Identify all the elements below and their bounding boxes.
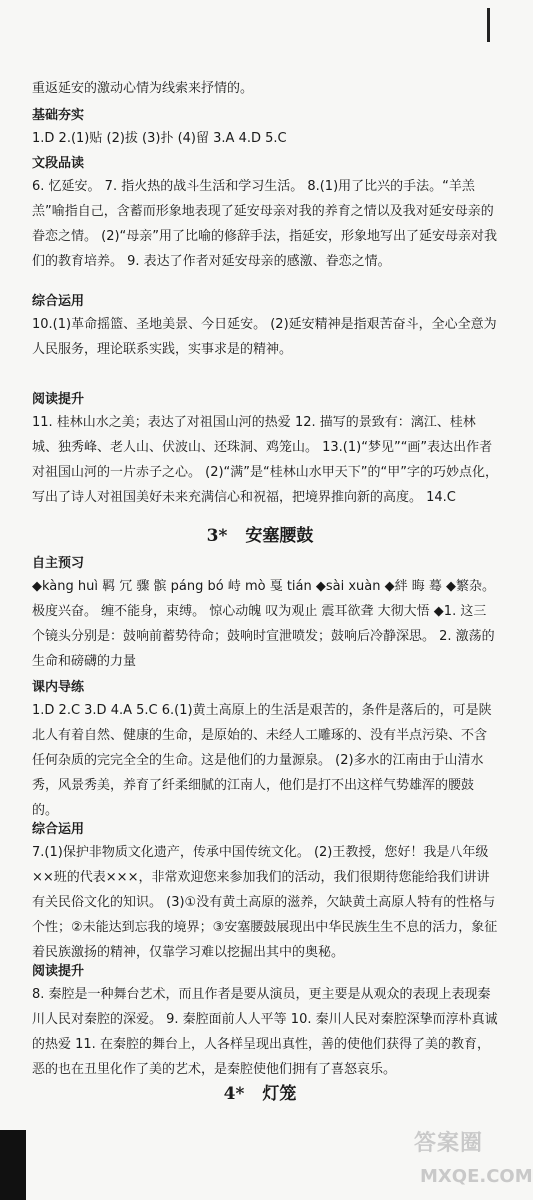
answers-zonghe: 10.(1)革命摇篮、圣地美景、今日延安。 (2)延安精神是指艰苦奋斗，全心全意为人民服务，理论联系实践，实事求是的精神。 — [32, 317, 497, 357]
section-heading-zonghe: 综合运用 — [32, 294, 85, 309]
answers-yuxi-3: ◆kàng huì 羁 冗 骤 髌 páng bó 峙 mò 戛 tián ◆sài xuàn ◆絆 晦 蓦 ◆繁杂。 极度兴奋。 缠不能身，束缚。 惊心动魄 叹为观止 震耳欲聋 大彻大悟 ◆1. 这三个镜头分别是：鼓响前蓄势待命；鼓响时宣泄喷发；鼓响后冷静深思。 2. 激荡的生命和磅礴的力量 — [32, 579, 496, 669]
intro-line: 重返延安的激动心情为线索来抒情的。 — [32, 81, 254, 96]
answers-yuedu-3: 8. 秦腔是一种舞台艺术，而且作者是要从演员，更主要是从观众的表现上表现秦川人民对秦腔的深爱。 9. 秦腔面前人人平等 10. 秦川人民对秦腔深挚而淳朴真诚的热爱 11. 在秦腔的舞台上，人各样呈现出真性，善的使他们获得了美的教育，恶的也在丑里化作了美的艺术，是秦腔使他们拥有了喜怒哀乐。 — [32, 987, 498, 1077]
section-heading-jichu: 基础夯实 — [32, 108, 85, 123]
binding-edge — [0, 1130, 26, 1200]
lesson-name-3: 安塞腰鼓 — [245, 526, 314, 546]
section-heading-zonghe-3: 综合运用 — [32, 822, 85, 837]
answers-wenduan: 6. 忆延安。 7. 指火热的战斗生活和学习生活。 8.(1)用了比兴的手法。“羊羔羔”喻指自己，含蓄而形象地表现了延安母亲对我的养育之情以及我对延安母亲的眷恋之情。 (2)“母亲”用了比喻的修辞手法，指延安，形象地写出了延安母亲对我们的教育培养。 9. 表达了作者对延安母亲的感激、眷恋之情。 — [32, 179, 498, 269]
answers-kenei-3: 1.D 2.C 3.D 4.A 5.C 6.(1)黄土高原上的生活是艰苦的，条件是落后的，可是陕北人有着自然、健康的生命，是原始的、未经人工雕琢的、没有半点污染、不含任何杂质的完完全全的生命。这是他们的力量源泉。 (2)多水的江南由于山清水秀，风景秀美，养育了纤柔细腻的江南人，他们是打不出这样气势雄浑的腰鼓的。 — [32, 703, 492, 818]
answers-zonghe-3: 7.(1)保护非物质文化遗产，传承中国传统文化。 (2)王教授，您好！我是八年级××班的代表×××，非常欢迎您来参加我们的活动，我们很期待您能给我们讲讲有关民俗文化的知识。 (3)①没有黄土高原的滋养，欠缺黄土高原人特有的性格与个性；②未能达到忘我的境界；③安塞腰鼓展现出中华民族生生不息的活力，象征着民族激扬的精神，仅靠学习难以挖掘出其中的奥秘。 — [32, 845, 498, 960]
watermark-text-cn: 答案圈 — [414, 1131, 484, 1156]
lesson-number-4: 4* — [223, 1084, 245, 1104]
section-heading-wenduan: 文段品读 — [32, 156, 85, 171]
section-heading-yuxi-3: 自主预习 — [32, 556, 85, 571]
margin-mark — [487, 8, 490, 42]
watermark-text-en: MXQE.COM — [420, 1166, 533, 1187]
section-heading-yuedu: 阅读提升 — [32, 392, 85, 407]
section-heading-kenei-3: 课内导练 — [32, 680, 85, 695]
answers-yuedu: 11. 桂林山水之美；表达了对祖国山河的热爱 12. 描写的景致有：漓江、桂林城、独秀峰、老人山、伏波山、还珠洞、鸡笼山。 13.(1)“梦见”“画”表达出作者对祖国山河的一片赤子之心。 (2)“满”是“桂林山水甲天下”的“甲”字的巧妙点化，写出了诗人对祖国美好未来充满信心和祝福，把境界推向新的高度。 14.C — [32, 415, 498, 505]
lesson-title-4 — [0, 1082, 520, 1106]
lesson-number-3: 3* — [206, 526, 228, 546]
lesson-title-3 — [0, 524, 520, 548]
watermark-logo — [410, 1126, 533, 1196]
lesson-name-4: 灯笼 — [262, 1084, 297, 1104]
answers-jichu: 1.D 2.(1)贴 (2)拔 (3)扑 (4)留 3.A 4.D 5.C — [32, 131, 287, 146]
section-heading-yuedu-3: 阅读提升 — [32, 964, 85, 979]
